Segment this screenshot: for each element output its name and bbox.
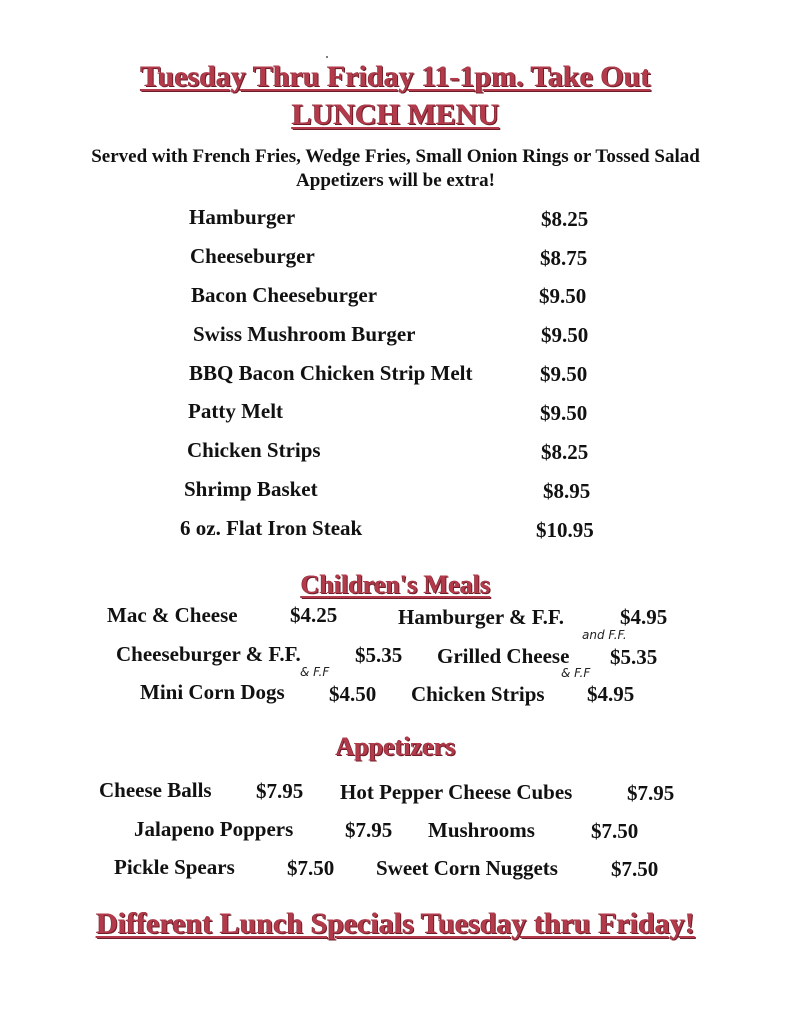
speck <box>326 56 328 58</box>
lunch-item-name: Cheeseburger <box>190 244 315 268</box>
appetizer-price: $7.50 <box>287 856 335 880</box>
child-item-price: $5.35 <box>355 643 403 667</box>
appetizer-name: Mushrooms <box>428 818 535 842</box>
lunch-item-price: $8.25 <box>541 207 589 231</box>
child-item-name: Mac & Cheese <box>107 603 238 627</box>
appetizer-name: Cheese Balls <box>99 778 212 802</box>
child-item-price: $4.95 <box>620 605 668 629</box>
lunch-item-name: Bacon Cheeseburger <box>191 283 378 307</box>
appetizer-name: Pickle Spears <box>114 855 235 879</box>
appetizer-price: $7.95 <box>627 781 675 805</box>
lunch-item-name: BBQ Bacon Chicken Strip Melt <box>189 361 473 385</box>
child-item-name: Hamburger & F.F. <box>398 605 565 629</box>
lunch-item-name: Chicken Strips <box>187 438 321 462</box>
lunch-item-price: $8.75 <box>540 246 588 270</box>
lunch-item-price: $9.50 <box>540 401 588 425</box>
handwritten-note: & F.F <box>300 665 330 679</box>
appetizers-heading: Appetizers <box>335 732 456 761</box>
appetizer-price: $7.50 <box>591 819 639 843</box>
appetizer-name: Sweet Corn Nuggets <box>376 856 558 880</box>
menu-title: LUNCH MENU <box>291 98 500 131</box>
childrens-meals-heading: Children's Meals <box>300 570 491 599</box>
lunch-item-price: $9.50 <box>541 323 589 347</box>
lunch-item-price: $9.50 <box>540 362 588 386</box>
lunch-item-price: $9.50 <box>539 284 587 308</box>
lunch-item-name: Hamburger <box>189 205 296 229</box>
lunch-item-name: 6 oz. Flat Iron Steak <box>180 516 363 540</box>
lunch-item-name: Swiss Mushroom Burger <box>193 322 416 346</box>
child-item-name: Mini Corn Dogs <box>140 680 285 704</box>
lunch-item-name: Shrimp Basket <box>184 477 318 501</box>
lunch-item-name: Patty Melt <box>188 399 284 423</box>
child-item-name: Grilled Cheese <box>437 644 570 668</box>
appetizer-name: Hot Pepper Cheese Cubes <box>340 780 573 804</box>
child-item-name: Cheeseburger & F.F. <box>116 642 301 666</box>
handwritten-note: & F.F <box>561 666 591 680</box>
appetizer-price: $7.95 <box>345 818 393 842</box>
child-item-price: $4.50 <box>329 682 377 706</box>
lunch-item-price: $10.95 <box>536 518 594 542</box>
menu-title-hours: Tuesday Thru Friday 11-1pm. Take Out <box>140 60 651 93</box>
appetizer-price: $7.95 <box>256 779 304 803</box>
child-item-price: $4.25 <box>290 603 338 627</box>
specials-footer: Different Lunch Specials Tuesday thru Friday! <box>96 907 695 940</box>
sides-note: Served with French Fries, Wedge Fries, Small Onion Rings or Tossed Salad <box>91 146 700 167</box>
handwritten-note: and F.F. <box>582 628 627 642</box>
child-item-price: $5.35 <box>610 645 658 669</box>
lunch-item-price: $8.25 <box>541 440 589 464</box>
appetizer-price: $7.50 <box>611 857 659 881</box>
child-item-price: $4.95 <box>587 682 635 706</box>
appetizer-note: Appetizers will be extra! <box>296 170 495 191</box>
child-item-name: Chicken Strips <box>411 682 545 706</box>
appetizer-name: Jalapeno Poppers <box>134 817 294 841</box>
lunch-item-price: $8.95 <box>543 479 591 503</box>
